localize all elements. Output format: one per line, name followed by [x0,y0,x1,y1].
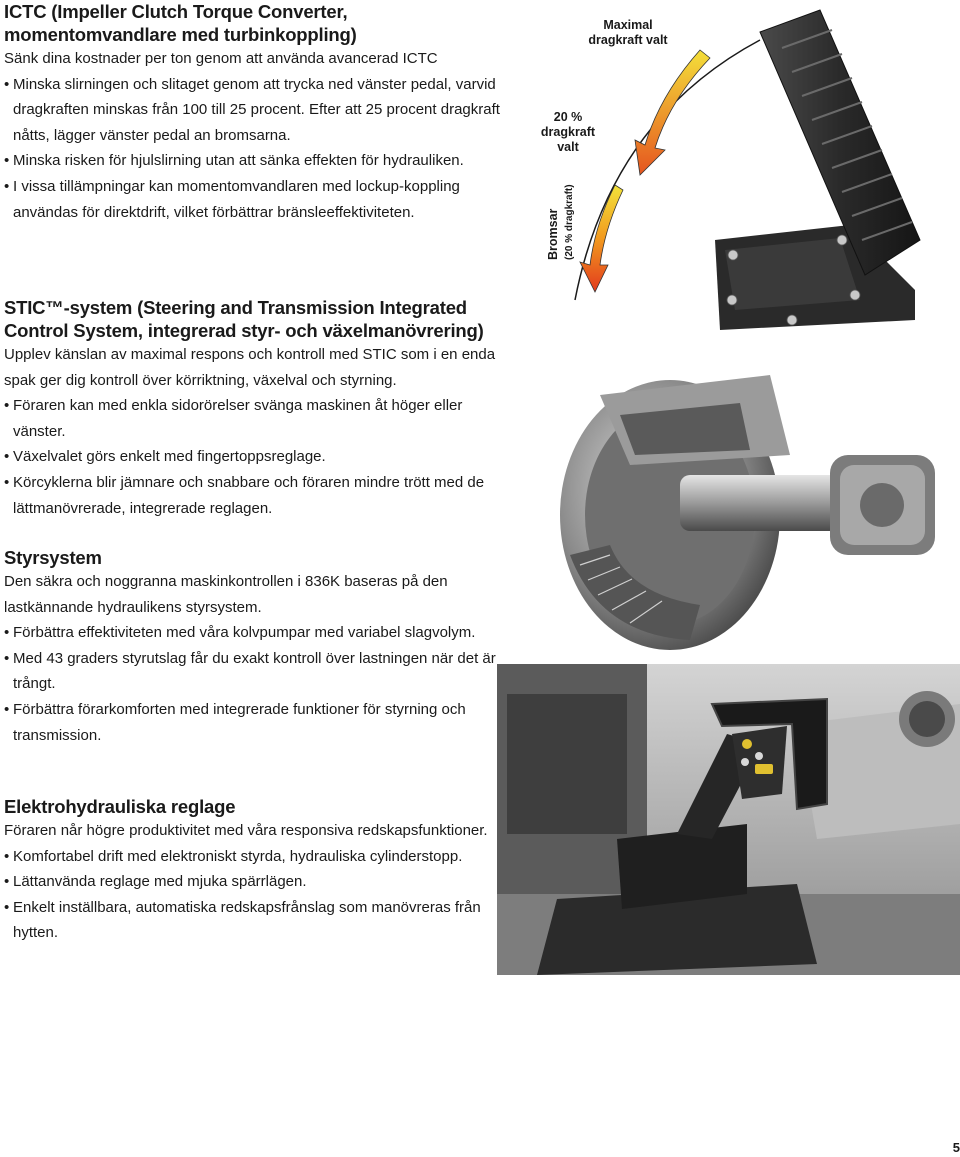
joystick-base [617,824,747,909]
list-item: • Körcyklerna blir jämnare och snabbare och föraren mindre trött med de lättmanövrerade, integrerade reglagen. [4,470,504,521]
section-ictc [4,0,504,225]
label-line: valt [557,140,579,154]
list-item: • Minska risken för hjulslirning utan att sänka effekten för hydrauliken. [4,148,504,174]
bullet-list [4,72,504,226]
page-number: 5 [952,1140,960,1155]
label-max [588,18,668,48]
section-stic [4,296,504,521]
joystick-figure [497,664,960,975]
button-icon [755,752,763,760]
list-item: • Komfortabel drift med elektroniskt styrda, hydrauliska cylinderstopp. [4,844,504,870]
arrow-max-icon [635,50,710,175]
list-item: • Växelvalet görs enkelt med fingertoppsreglage. [4,444,504,470]
list-item: • Förbättra effektiviteten med våra kolvpumpar med variabel slagvolym. [4,620,504,646]
list-item: • Förbättra förarkomforten med integrerade funktioner för styrning och transmission. [4,697,504,748]
title-line: momentomvandlare med turbinkoppling) [4,24,357,45]
list-item: • I vissa tillämpningar kan momentomvandlaren med lockup-koppling användas för direktdrift, vilket förbättrar bränsleeffektiviteten. [4,174,504,225]
section-intro: Sänk dina kostnader per ton genom att använda avancerad ICTC [4,50,438,67]
joystick-illustration [497,664,960,975]
label-brakes-sub: (20 % dragkraft) [564,184,575,260]
label-line: dragkraft [540,125,596,139]
list-item: • Enkelt inställbara, automatiska redskapsfrånslag som manövreras från hytten. [4,895,504,946]
label-brakes: Bromsar [546,208,560,260]
label-20-percent [538,110,598,155]
badge-icon [755,764,773,774]
pedal-illustration [520,0,960,340]
arrow-brake-icon [580,185,623,292]
section-intro: Föraren når högre produktivitet med våra responsiva redskapsfunktioner. [4,822,488,839]
section-title [4,296,504,342]
pedal-figure [520,0,960,340]
section-title: Elektrohydrauliska reglage [4,796,236,817]
section-title: Styrsystem [4,547,102,568]
bullet-list [4,393,504,521]
section-intro: Upplev känslan av maximal respons och kontroll med STIC som i en enda spak ger dig kontroll över körriktning, växelval och styrning. [4,346,496,389]
title-line: STIC™-system (Steering and Transmission Integrated [4,297,467,318]
title-line: ICTC (Impeller Clutch Torque Converter, [4,1,348,22]
label-line: Maximal [603,18,653,32]
bullet-list [4,620,504,748]
torque-converter-illustration [540,355,960,655]
label-line: dragkraft valt [588,33,668,47]
section-elektrohydrauliska [4,795,504,946]
section-styrsystem [4,546,504,748]
button-icon [742,739,752,749]
label-line: 20 % [553,110,583,124]
list-item: • Minska slirningen och slitaget genom att trycka ned vänster pedal, varvid dragkraften minskas från 100 till 25 procent. Efter att 25 procent dragkraft nåtts, lägger vänster pedal an bromsarna. [4,72,504,149]
title-line: Control System, integrerad styr- och växelmanövrering) [4,320,484,341]
torque-converter-figure [540,355,960,655]
button-icon [741,758,749,766]
list-item: • Föraren kan med enkla sidorörelser svänga maskinen åt höger eller vänster. [4,393,504,444]
list-item: • Med 43 graders styrutslag får du exakt kontroll över lastningen när det är trångt. [4,646,504,697]
list-item: • Lättanvända reglage med mjuka spärrlägen. [4,869,504,895]
section-title [4,0,504,46]
bullet-list [4,844,504,946]
section-intro: Den säkra och noggranna maskinkontrollen i 836K baseras på den lastkännande hydraulikens styrsystem. [4,573,448,616]
